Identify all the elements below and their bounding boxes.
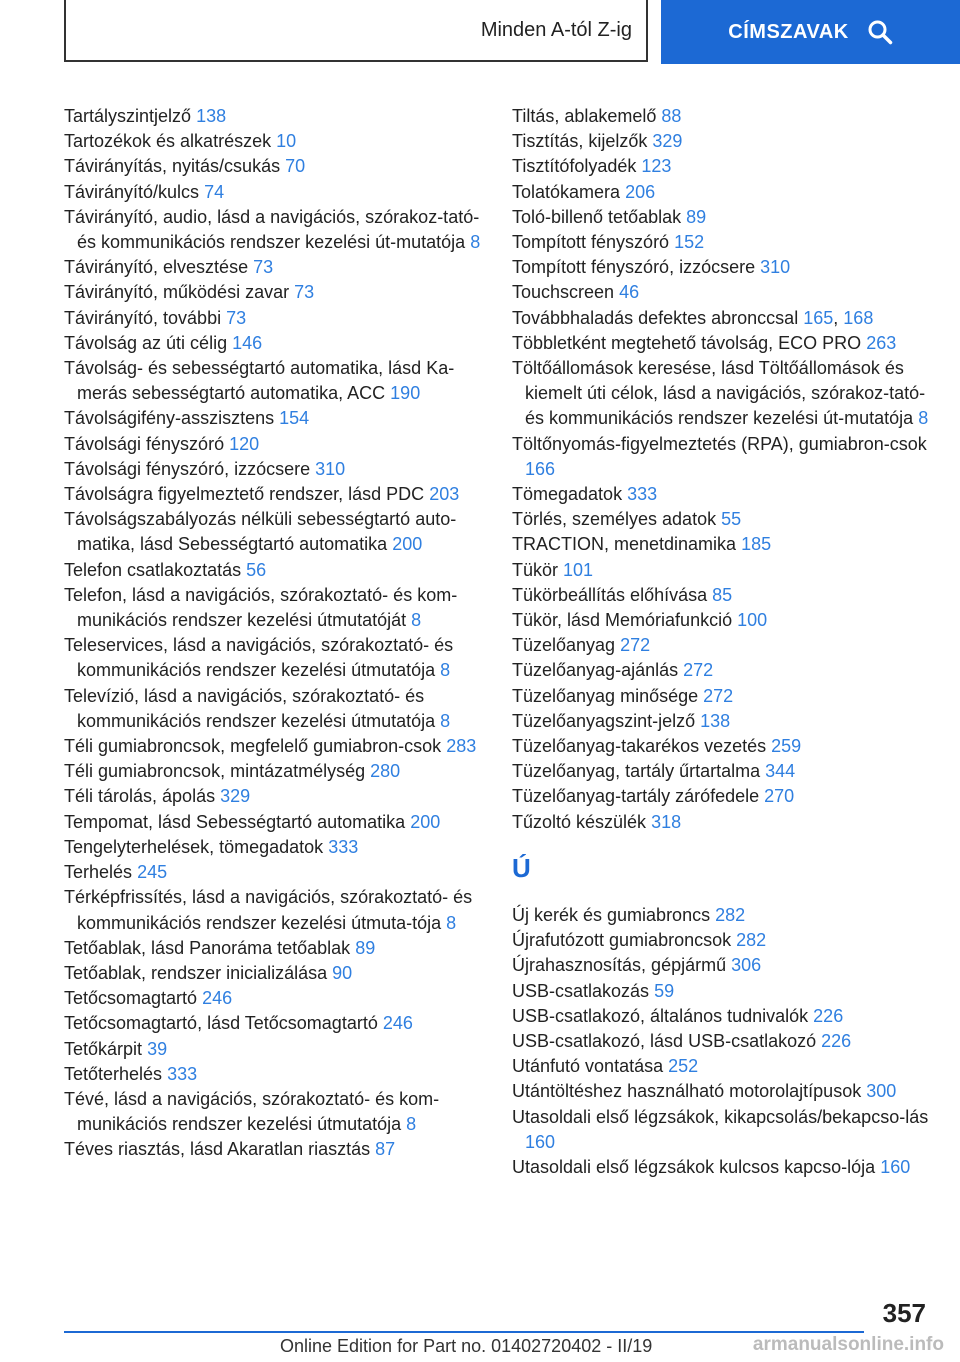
section-letter-heading: Ú xyxy=(512,852,531,883)
index-entry-term: Téli gumiabroncsok, megfelelő gumiabron-csok xyxy=(64,736,442,757)
index-entry xyxy=(64,432,484,457)
page-link[interactable]: 55 xyxy=(721,509,742,530)
page-link[interactable]: 56 xyxy=(246,559,267,580)
index-entry xyxy=(512,953,930,978)
index-entry xyxy=(64,356,484,406)
index-entry-term: Tetőablak, rendszer inicializálása xyxy=(64,962,328,983)
index-entry-term: Újrafutózott gumiabroncsok xyxy=(512,930,732,951)
page-link[interactable]: 73 xyxy=(294,282,315,303)
index-entry-term: Töltőállomások keresése, lásd Töltőállomások és kiemelt úti célok, lásd a navigációs, szórakoz-tató- és kommunikációs rendszer kezelési út-mutatója xyxy=(512,358,926,429)
edition-footer: Online Edition for Part no. 01402720402 - II/19 xyxy=(280,1336,653,1356)
index-entry xyxy=(512,633,930,658)
index-entry xyxy=(512,1079,930,1104)
index-entry-term: Utánfutó vontatása xyxy=(512,1056,664,1077)
page-link[interactable]: 73 xyxy=(226,307,247,328)
index-entry-term: Távolság- és sebességtartó automatika, lásd Ka-merás sebességtartó automatika, ACC xyxy=(64,358,455,404)
index-entry-term: Tüzelőanyag-ajánlás xyxy=(512,660,679,681)
index-entry xyxy=(512,903,930,928)
page-link[interactable]: 152 xyxy=(674,232,705,253)
index-entry xyxy=(64,306,484,331)
index-entry-term: Utasoldali első légzsákok kulcsos kapcso-lója xyxy=(512,1156,876,1177)
index-entry-term: Távirányító/kulcs xyxy=(64,181,200,202)
page-link[interactable]: 272 xyxy=(703,685,734,706)
index-entry-term: Téli tárolás, ápolás xyxy=(64,786,216,807)
index-entry-term: Telefon csatlakoztatás xyxy=(64,559,242,580)
page-link[interactable]: 282 xyxy=(736,930,767,951)
page-link[interactable]: 8 xyxy=(446,912,457,933)
page-link[interactable]: 138 xyxy=(196,106,227,126)
index-entry xyxy=(64,810,484,835)
index-entry xyxy=(512,205,930,230)
index-entry-term: Távolságra figyelmeztető rendszer, lásd PDC xyxy=(64,484,425,505)
index-entry-term: Tompított fényszóró xyxy=(512,232,670,253)
page-link[interactable]: 160 xyxy=(525,1131,556,1152)
page-link[interactable]: 310 xyxy=(315,458,346,479)
page-link[interactable]: 206 xyxy=(625,181,656,202)
index-entry-term: Újrahasznosítás, gépjármű xyxy=(512,955,727,976)
page-link[interactable]: 138 xyxy=(700,710,731,731)
index-entry xyxy=(64,633,484,683)
tab-keywords[interactable] xyxy=(661,0,960,64)
index-entry-term: Tükörbeállítás előhívása xyxy=(512,584,708,605)
index-entry xyxy=(512,1105,930,1155)
watermark: armanualsonline.info xyxy=(752,1334,944,1355)
index-entry-term: Tüzelőanyag minősége xyxy=(512,685,699,706)
index-entry-term: Toló-billenő tetőablak xyxy=(512,206,682,227)
index-entry xyxy=(512,583,930,608)
page-link[interactable]: 90 xyxy=(332,962,353,983)
index-entry xyxy=(64,154,484,179)
tab-a-to-z-label: Minden A-tól Z-ig xyxy=(480,18,632,41)
page-link[interactable]: 333 xyxy=(167,1063,198,1084)
index-entry-term: Telefon, lásd a navigációs, szórakoztató- és kom-munikációs rendszer kezelési útmutatóját xyxy=(64,584,458,631)
index-entry-term: Tüzelőanyag xyxy=(512,635,616,656)
index-entry xyxy=(64,860,484,885)
page-link[interactable]: 8 xyxy=(406,1114,417,1135)
index-entry-term: Tisztítófolyadék xyxy=(512,156,637,177)
page-link[interactable]: 154 xyxy=(279,408,310,429)
index-entry xyxy=(64,280,484,305)
index-entry-term: Tetőcsomagtartó xyxy=(64,988,198,1009)
index-entry xyxy=(64,936,484,961)
page-link[interactable]: 306 xyxy=(731,955,762,976)
page-link[interactable]: 318 xyxy=(651,811,682,832)
page-link[interactable]: 160 xyxy=(880,1156,911,1177)
page-link[interactable]: 123 xyxy=(641,156,672,177)
index-entry-term: Tartozékok és alkatrészek xyxy=(64,131,272,152)
page-link[interactable]: 74 xyxy=(204,181,225,202)
page-link[interactable]: 88 xyxy=(661,106,682,126)
index-entry xyxy=(64,986,484,1011)
index-entry-term: Tetőterhelés xyxy=(64,1063,163,1084)
index-entry-term: Teleservices, lásd a navigációs, szórakoztató- és kommunikációs rendszer kezelési útmutatója xyxy=(64,635,454,681)
page-link[interactable]: 89 xyxy=(355,937,376,958)
index-entry-term: Távolsági fényszóró, izzócsere xyxy=(64,458,311,479)
index-entry xyxy=(64,482,484,507)
index-entry-term: Tisztítás, kijelzők xyxy=(512,131,648,152)
index-entry-term: Távirányítás, nyitás/csukás xyxy=(64,156,281,177)
page-link[interactable]: 8 xyxy=(411,610,422,631)
index-entry-term: Tűzoltó készülék xyxy=(512,811,647,832)
index-entry xyxy=(64,885,484,935)
index-entry-term: Tengelyterhelések, tömegadatok xyxy=(64,836,324,857)
index-entry xyxy=(64,784,484,809)
index-entry xyxy=(512,482,930,507)
index-entry-term: Tüzelőanyag-tartály zárófedele xyxy=(512,786,760,807)
index-entry-term: Tartályszintjelző xyxy=(64,106,192,126)
tab-a-to-z[interactable] xyxy=(64,0,648,62)
index-entry xyxy=(512,356,930,432)
page-link[interactable]: 226 xyxy=(821,1030,852,1051)
index-entry xyxy=(512,558,930,583)
index-entry-term: Távirányító, audio, lásd a navigációs, szórakoz-tató- és kommunikációs rendszer kezelési út-mutatója xyxy=(64,206,480,253)
page-link[interactable]: 333 xyxy=(627,484,658,505)
page-link[interactable]: 200 xyxy=(410,811,441,832)
page-link[interactable]: 283 xyxy=(446,736,477,757)
index-entry xyxy=(64,1137,484,1162)
index-entry xyxy=(512,1155,930,1180)
index-entry xyxy=(512,759,930,784)
index-entry-term: Tiltás, ablakemelő xyxy=(512,106,657,126)
index-entry xyxy=(64,1087,484,1137)
index-entry-term: Tüzelőanyag-takarékos vezetés xyxy=(512,736,767,757)
index-entry xyxy=(512,979,930,1004)
page-link[interactable]: 166 xyxy=(525,458,556,479)
search-icon[interactable] xyxy=(867,19,893,45)
index-entry xyxy=(512,180,930,205)
page-link[interactable]: 70 xyxy=(285,156,306,177)
index-entry xyxy=(64,205,484,255)
page-link[interactable]: 8 xyxy=(440,710,451,731)
page-link[interactable]: 300 xyxy=(866,1081,897,1102)
index-entry-term: USB-csatlakozó, általános tudnivalók xyxy=(512,1005,809,1026)
index-entry xyxy=(64,1062,484,1087)
index-entry xyxy=(512,684,930,709)
index-entry-term: Távolsági fényszóró xyxy=(64,433,225,454)
index-entry xyxy=(64,255,484,280)
page-link[interactable]: 87 xyxy=(375,1139,396,1160)
index-entry-term: Távirányító, további xyxy=(64,307,222,328)
index-entry-term: Tetőcsomagtartó, lásd Tetőcsomagtartó xyxy=(64,1013,378,1034)
index-entry xyxy=(512,230,930,255)
index-column-right xyxy=(512,104,930,1180)
footer-divider xyxy=(64,1331,864,1333)
index-column-left xyxy=(64,104,484,1163)
page-link[interactable]: 200 xyxy=(392,534,423,555)
page-link[interactable]: 246 xyxy=(202,988,233,1009)
index-entry xyxy=(64,104,484,129)
index-entry xyxy=(512,658,930,683)
page-link[interactable]: 203 xyxy=(429,484,460,505)
index-entry xyxy=(512,734,930,759)
index-entry xyxy=(64,507,484,557)
page-link[interactable]: 100 xyxy=(737,610,768,631)
index-entry xyxy=(512,255,930,280)
page-link[interactable]: 73 xyxy=(253,257,274,278)
index-entry-term: Távolság az úti célig xyxy=(64,332,228,353)
index-entry xyxy=(512,1004,930,1029)
page-link[interactable]: 344 xyxy=(765,761,796,782)
page-link[interactable]: 89 xyxy=(686,206,707,227)
index-entry xyxy=(512,810,930,835)
index-entry-term: Tükör xyxy=(512,559,559,580)
index-entry-term: Új kerék és gumiabroncs xyxy=(512,904,711,925)
page-link[interactable]: 39 xyxy=(147,1038,168,1059)
top-navigation xyxy=(0,0,960,66)
index-entry-term: TRACTION, menetdinamika xyxy=(512,534,737,555)
index-entry-term: Törlés, személyes adatok xyxy=(512,509,717,530)
index-entry-term: Téves riasztás, lásd Akaratlan riasztás xyxy=(64,1139,371,1160)
index-entry xyxy=(64,558,484,583)
page-link[interactable]: 8 xyxy=(440,660,451,681)
index-entry xyxy=(512,928,930,953)
index-entry xyxy=(512,507,930,532)
index-entry xyxy=(512,1054,930,1079)
page-link[interactable]: 8 xyxy=(470,232,481,253)
index-entry-term: Tempomat, lásd Sebességtartó automatika xyxy=(64,811,406,832)
index-entry-term: Terhelés xyxy=(64,862,133,883)
page-link[interactable]: 259 xyxy=(771,736,802,757)
index-entry xyxy=(64,180,484,205)
index-entry-term: Távolságifény-asszisztens xyxy=(64,408,275,429)
index-entry xyxy=(64,406,484,431)
index-entry: Továbbhaladás defektes abronccsal 165, 168 xyxy=(512,307,874,328)
index-entry-term: Téli gumiabroncsok, mintázatmélység xyxy=(64,761,366,782)
index-entry-term: Töltőnyomás-figyelmeztetés (RPA), gumiabron-csok xyxy=(512,433,927,454)
page-link[interactable]: 246 xyxy=(382,1013,413,1034)
index-entry-term: Távirányító, működési zavar xyxy=(64,282,290,303)
index-entry-term: Tompított fényszóró, izzócsere xyxy=(512,257,756,278)
index-entry xyxy=(512,104,930,129)
index-entry xyxy=(512,331,930,356)
page-link[interactable]: 329 xyxy=(220,786,251,807)
page-link[interactable]: 329 xyxy=(652,131,683,152)
index-entry-term: Utántöltéshez használható motorolajtípusok xyxy=(512,1081,862,1102)
tab-keywords-label: CÍMSZAVAK xyxy=(728,20,849,43)
page-link[interactable]: 46 xyxy=(619,282,640,303)
index-entry xyxy=(64,835,484,860)
page-link[interactable]: 185 xyxy=(741,534,772,555)
page-link[interactable]: 8 xyxy=(918,408,929,429)
index-entry-term: Többletként megtehető távolság, ECO PRO xyxy=(512,332,862,353)
page-link[interactable]: 333 xyxy=(328,836,359,857)
index-entry xyxy=(512,432,930,482)
index-entry xyxy=(512,129,930,154)
index-entry-term: Tüzelőanyag, tartály űrtartalma xyxy=(512,761,761,782)
index-entry xyxy=(64,759,484,784)
index-entry xyxy=(64,734,484,759)
page-link[interactable]: 226 xyxy=(813,1005,844,1026)
index-entry-term: Tömegadatok xyxy=(512,484,623,505)
index-entry-term: Tetőablak, lásd Panoráma tetőablak xyxy=(64,937,351,958)
index-entry-term: Touchscreen xyxy=(512,282,615,303)
index-entry xyxy=(64,1037,484,1062)
page-link[interactable]: 272 xyxy=(620,635,651,656)
index-entry-term: Utasoldali első légzsákok, kikapcsolás/bekapcso-lás xyxy=(512,1106,929,1127)
page-link[interactable]: 85 xyxy=(712,584,733,605)
index-entry-term: Televízió, lásd a navigációs, szórakoztató- és kommunikációs rendszer kezelési útmutatója xyxy=(64,685,436,731)
page-link[interactable]: 146 xyxy=(232,332,263,353)
page-link[interactable]: 120 xyxy=(229,433,260,454)
page-link[interactable]: 270 xyxy=(764,786,795,807)
index-entry xyxy=(64,961,484,986)
page-link[interactable]: 263 xyxy=(866,332,897,353)
index-entry-term: Térképfrissítés, lásd a navigációs, szórakoztató- és kommunikációs rendszer kezelési útmuta-tója xyxy=(64,887,473,933)
index-entry-term: Tetőkárpit xyxy=(64,1038,143,1059)
index-entry xyxy=(64,129,484,154)
index-entry xyxy=(512,280,930,305)
page-link[interactable]: 282 xyxy=(715,904,746,925)
page-link[interactable]: 190 xyxy=(390,383,421,404)
index-entry-term: Távirányító, elvesztése xyxy=(64,257,249,278)
index-entry xyxy=(512,784,930,809)
index-entry-term: USB-csatlakozó, lásd USB-csatlakozó xyxy=(512,1030,817,1051)
index-entry-term: Tolatókamera xyxy=(512,181,621,202)
page-number: 357 xyxy=(882,1298,926,1328)
page-link[interactable]: 280 xyxy=(370,761,401,782)
page-link[interactable]: 310 xyxy=(760,257,791,278)
index-entry xyxy=(512,532,930,557)
page-link[interactable]: 59 xyxy=(654,980,675,1001)
index-list-u xyxy=(512,903,930,1180)
page-link[interactable]: 168 xyxy=(843,307,874,328)
index-list-t xyxy=(512,104,930,835)
index-entry-term: Tükör, lásd Memóriafunkció xyxy=(512,610,733,631)
index-entry-term: Távolságszabályozás nélküli sebességtartó auto-matika, lásd Sebességtartó automatika xyxy=(64,509,457,555)
index-entry-term: Továbbhaladás defektes abronccsal xyxy=(512,307,799,328)
index-entry xyxy=(64,1011,484,1036)
page-link[interactable]: 165 xyxy=(803,307,834,328)
page-link[interactable]: 252 xyxy=(668,1056,699,1077)
index-entry xyxy=(512,608,930,633)
index-entry xyxy=(64,684,484,734)
index-entry-term: Tüzelőanyagszint-jelző xyxy=(512,710,696,731)
index-entry xyxy=(64,457,484,482)
index-entry xyxy=(64,583,484,633)
page-link[interactable]: 101 xyxy=(563,559,594,580)
index-entry xyxy=(512,1029,930,1054)
index-entry xyxy=(512,709,930,734)
index-entry xyxy=(512,154,930,179)
index-entry xyxy=(64,331,484,356)
index-entry-term: USB-csatlakozás xyxy=(512,980,650,1001)
page-link[interactable]: 10 xyxy=(276,131,297,152)
page-link[interactable]: 272 xyxy=(683,660,714,681)
page-link[interactable]: 245 xyxy=(137,862,168,883)
index-entry-term: Tévé, lásd a navigációs, szórakoztató- és kom-munikációs rendszer kezelési útmutatója xyxy=(64,1088,440,1135)
